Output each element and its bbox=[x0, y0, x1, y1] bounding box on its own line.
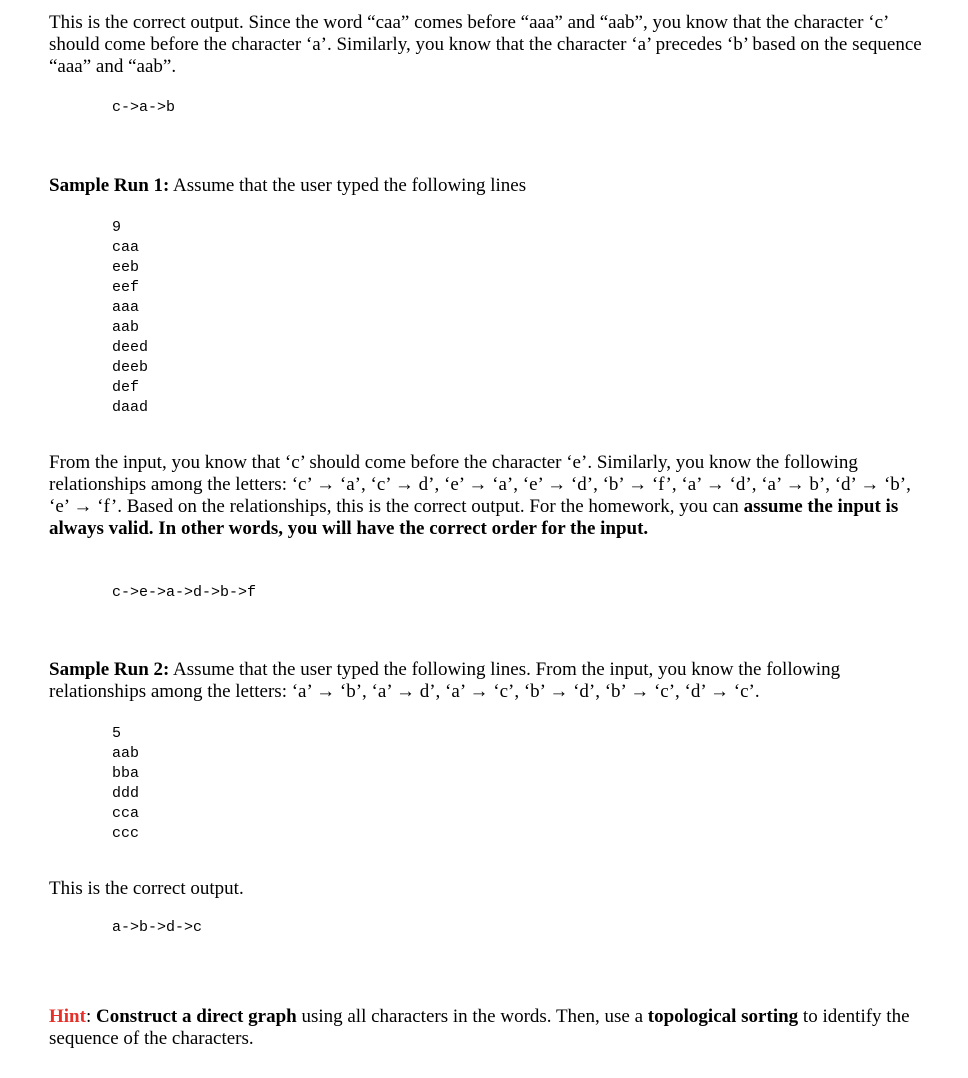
output-block-intro bbox=[112, 98, 175, 118]
hint-text-1: using all characters in the words. Then, use a bbox=[296, 1006, 648, 1027]
sample-run-2-input bbox=[112, 724, 139, 844]
input-line: bba bbox=[112, 765, 140, 782]
input-line: caa bbox=[112, 239, 140, 256]
input-line: deeb bbox=[112, 359, 149, 376]
sample-run-1-output bbox=[112, 583, 256, 603]
explanation-text: From the input, you know that ‘c’ should come before the character ‘e’. Similarly, you know the following relationships among the letters: ‘c’ → ‘a’, ‘c’ → d’, ‘e’ → ‘a’, ‘e’ → ‘d’, ‘b’ → ‘f’, ‘a’ → ‘d’, ‘a’ → b’, ‘d’ → ‘b’, ‘e’ → ‘f’. Based on the relationships, this is the correct output. For the homework, you can bbox=[49, 452, 911, 517]
hint-paragraph bbox=[49, 1006, 929, 1050]
input-line: aaa bbox=[112, 299, 140, 316]
hint-bold-1: Construct a direct graph bbox=[95, 1006, 297, 1027]
input-line: eef bbox=[112, 279, 140, 296]
input-line: aab bbox=[112, 745, 140, 762]
sample-run-1-heading bbox=[49, 175, 929, 197]
sample-run-1-description: Assume that the user typed the following lines bbox=[169, 175, 527, 196]
hint-text-2: to identify the sequence of the characters. bbox=[49, 1006, 910, 1049]
input-line: 5 bbox=[112, 725, 122, 742]
input-line: 9 bbox=[112, 219, 122, 236]
input-line: def bbox=[112, 379, 140, 396]
hint-colon: : bbox=[85, 1006, 96, 1027]
input-line: ccc bbox=[112, 825, 140, 842]
sample-run-2-heading bbox=[49, 659, 929, 703]
output-line: c->e->a->d->b->f bbox=[112, 584, 257, 601]
explanation-bold-text: assume the input is always valid. In other words, you will have the correct order for the input. bbox=[49, 496, 899, 539]
correct-output-label bbox=[49, 878, 929, 900]
sample-run-1-explanation bbox=[49, 452, 929, 540]
input-line: ddd bbox=[112, 785, 140, 802]
hint-bold-2: topological sorting bbox=[647, 1006, 799, 1027]
hint-label: Hint bbox=[49, 1006, 86, 1027]
input-line: aab bbox=[112, 319, 140, 336]
input-line: cca bbox=[112, 805, 140, 822]
output-line: c->a->b bbox=[112, 99, 176, 116]
sample-run-2-description: Assume that the user typed the following lines. From the input, you know the following relationships among the letters: ‘a’ → ‘b’, ‘a’ → d’, ‘a’ → ‘c’, ‘b’ → ‘d’, ‘b’ → ‘c’, ‘d’ → ‘c’. bbox=[49, 659, 841, 702]
intro-paragraph bbox=[49, 12, 929, 78]
output-line: a->b->d->c bbox=[112, 919, 203, 936]
input-line: eeb bbox=[112, 259, 140, 276]
sample-run-2-output bbox=[112, 918, 202, 938]
sample-run-1-title: Sample Run 1: bbox=[49, 175, 170, 196]
input-line: daad bbox=[112, 399, 149, 416]
intro-text: This is the correct output. Since the word “caa” comes before “aaa” and “aab”, you know that the character ‘c’ should come before the character ‘a’. Similarly, you know that the character ‘a’ precedes ‘b’ based on the sequence “aaa” and “aab”. bbox=[49, 12, 922, 77]
sample-run-2-title: Sample Run 2: bbox=[49, 659, 170, 680]
correct-output-text: This is the correct output. bbox=[49, 878, 244, 899]
input-line: deed bbox=[112, 339, 149, 356]
sample-run-1-input bbox=[112, 218, 148, 418]
